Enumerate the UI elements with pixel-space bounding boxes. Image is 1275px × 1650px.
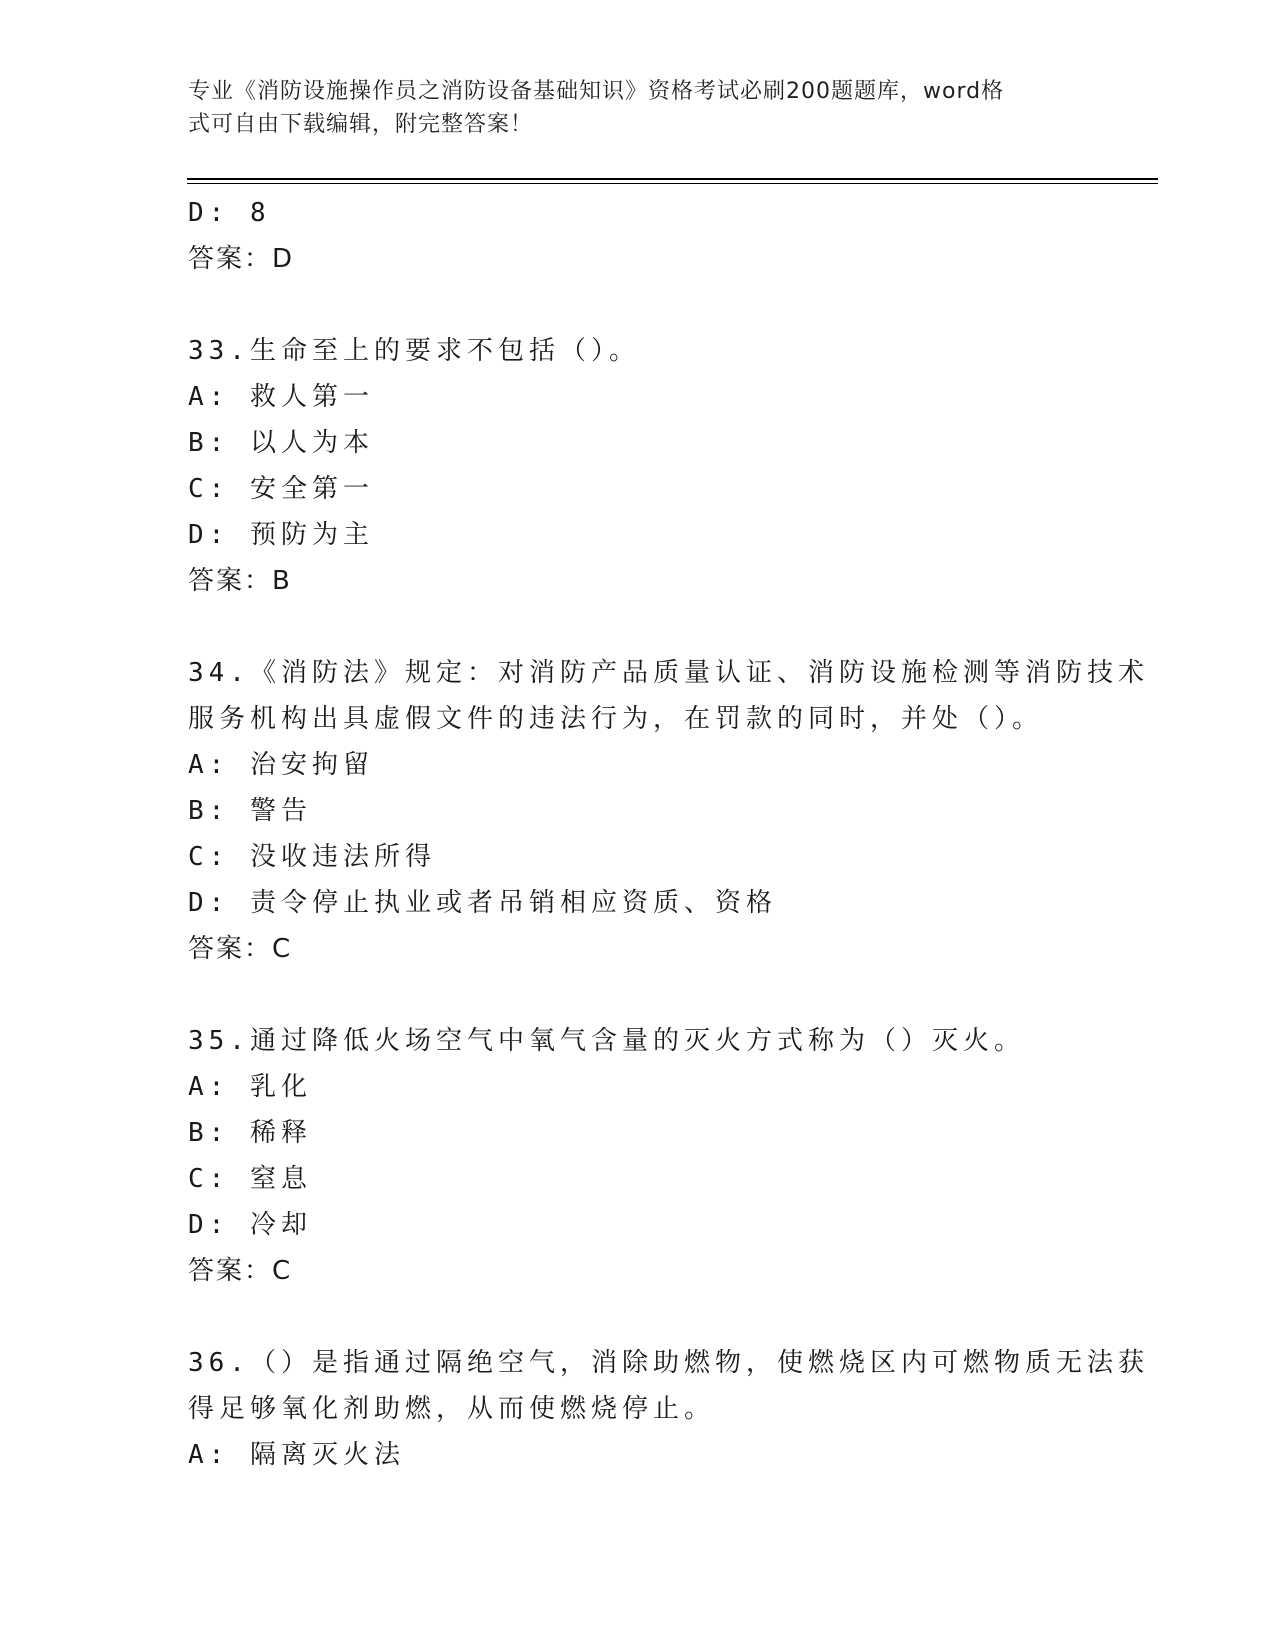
answer-line: 答案：C (188, 1256, 293, 1286)
option-b: B: 警告 (188, 796, 312, 826)
question-35 (188, 1018, 1088, 1294)
spacer (188, 604, 1088, 650)
option-d: D: 预防为主 (188, 520, 374, 550)
previous-question-tail (188, 190, 1088, 282)
option-d: D: 8 (188, 198, 271, 228)
option-c: C: 窒息 (188, 1164, 312, 1194)
question-stem-line-2: 服务机构出具虚假文件的违法行为，在罚款的同时，并处（）。 (188, 704, 1044, 734)
option-c: C: 安全第一 (188, 474, 374, 504)
header-line-1: 专业《消防设施操作员之消防设备基础知识》资格考试必刷200题题库，word格 (188, 79, 1005, 104)
spacer (188, 1294, 1088, 1340)
question-stem-line-1: 36.（）是指通过隔绝空气，消除助燃物，使燃烧区内可燃物质无法获 (188, 1348, 1149, 1378)
header-line-2: 式可自由下载编辑，附完整答案！ (188, 112, 534, 137)
option-c: C: 没收违法所得 (188, 842, 436, 872)
question-34 (188, 650, 1149, 972)
question-stem-line-1: 34.《消防法》规定：对消防产品质量认证、消防设施检测等消防技术 (188, 658, 1149, 688)
option-b: B: 以人为本 (188, 428, 374, 458)
answer-line: 答案：B (188, 566, 292, 596)
option-a: A: 乳化 (188, 1072, 312, 1102)
option-a: A: 救人第一 (188, 382, 374, 412)
option-d: D: 责令停止执业或者吊销相应资质、资格 (188, 888, 777, 918)
answer-line: 答案：D (188, 244, 295, 274)
question-stem-line-2: 得足够氧化剂助燃，从而使燃烧停止。 (188, 1394, 716, 1424)
option-d: D: 冷却 (188, 1210, 312, 1240)
option-a: A: 隔离灭火法 (188, 1440, 405, 1470)
spacer (188, 282, 1088, 328)
question-list (188, 190, 1149, 1478)
option-a: A: 治安拘留 (188, 750, 374, 780)
option-b: B: 稀释 (188, 1118, 312, 1148)
question-33 (188, 328, 1088, 604)
header-divider-thick (187, 178, 1158, 180)
question-stem: 33.生命至上的要求不包括（）。 (188, 336, 640, 366)
answer-line: 答案：C (188, 934, 293, 964)
document-header (188, 75, 1088, 141)
spacer (188, 972, 1088, 1018)
question-36 (188, 1340, 1149, 1478)
header-divider-thin (187, 183, 1158, 184)
question-stem: 35.通过降低火场空气中氧气含量的灭火方式称为（）灭火。 (188, 1026, 1025, 1056)
